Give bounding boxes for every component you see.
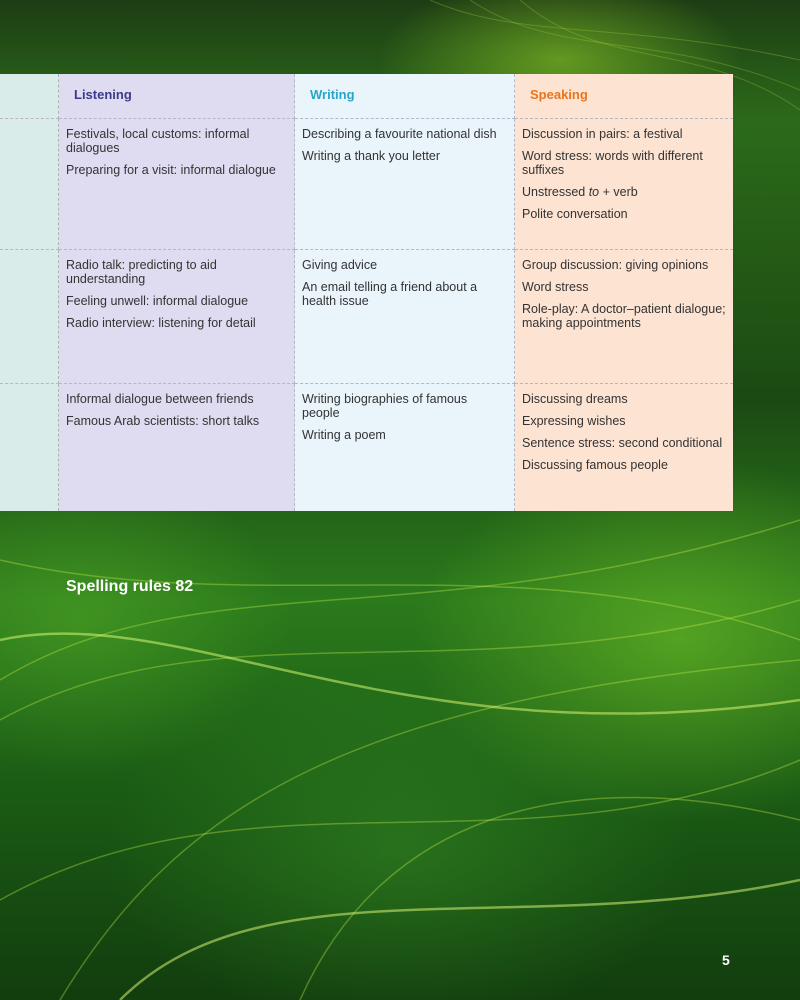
- row-1-listening: [59, 119, 295, 250]
- list-item: Festivals, local customs: informal dialogues: [66, 127, 250, 155]
- page-number: 5: [722, 952, 730, 968]
- row-2-speaking: [515, 250, 733, 384]
- list-item: Expressing wishes: [522, 414, 626, 428]
- row-3-writing: [295, 384, 515, 511]
- header-blank-cell: [0, 74, 59, 119]
- syllabus-table: [0, 74, 733, 511]
- list-item: Giving advice: [302, 258, 378, 272]
- list-item: Feeling unwell: informal dialogue: [66, 294, 249, 308]
- header-writing: Writing: [295, 74, 515, 119]
- header-speaking: Speaking: [515, 74, 733, 119]
- row-2-listening: [59, 250, 295, 384]
- row-1-first-cell: [0, 119, 59, 250]
- list-item: Discussion in pairs: a festival: [522, 127, 683, 141]
- list-item: Preparing for a visit: informal dialogue: [66, 163, 276, 177]
- row-3-listening: [59, 384, 295, 511]
- list-item: Writing a poem: [302, 428, 386, 442]
- list-item: Writing a thank you letter: [302, 149, 441, 163]
- list-item: Discussing famous people: [522, 458, 668, 472]
- list-item: Discussing dreams: [522, 392, 628, 406]
- list-item: Writing biographies of famous people: [302, 392, 468, 420]
- row-1-writing: [295, 119, 515, 250]
- row-1-speaking: [515, 119, 733, 250]
- row-2-writing: [295, 250, 515, 384]
- list-item: Unstressed to + verb: [522, 185, 638, 199]
- list-item: Word stress: words with different suffixes: [522, 149, 703, 177]
- list-item: Sentence stress: second conditional: [522, 436, 723, 450]
- list-item: Describing a favourite national dish: [302, 127, 497, 141]
- list-item: Radio interview: listening for detail: [66, 316, 256, 330]
- row-3-first-cell: [0, 384, 59, 511]
- list-item: Group discussion: giving opinions: [522, 258, 709, 272]
- list-item: Radio talk: predicting to aid understanding: [66, 258, 217, 286]
- list-item: Polite conversation: [522, 207, 628, 221]
- spelling-rules-reference: Spelling rules 82: [66, 578, 194, 595]
- list-item: An email telling a friend about a health issue: [302, 280, 478, 308]
- row-3-speaking: [515, 384, 733, 511]
- list-item: Role-play: A doctor–patient dialogue; making appointments: [522, 302, 726, 330]
- header-listening: Listening: [59, 74, 295, 119]
- list-item: Word stress: [522, 280, 589, 294]
- row-2-first-cell: [0, 250, 59, 384]
- list-item: Famous Arab scientists: short talks: [66, 414, 260, 428]
- list-item: Informal dialogue between friends: [66, 392, 254, 406]
